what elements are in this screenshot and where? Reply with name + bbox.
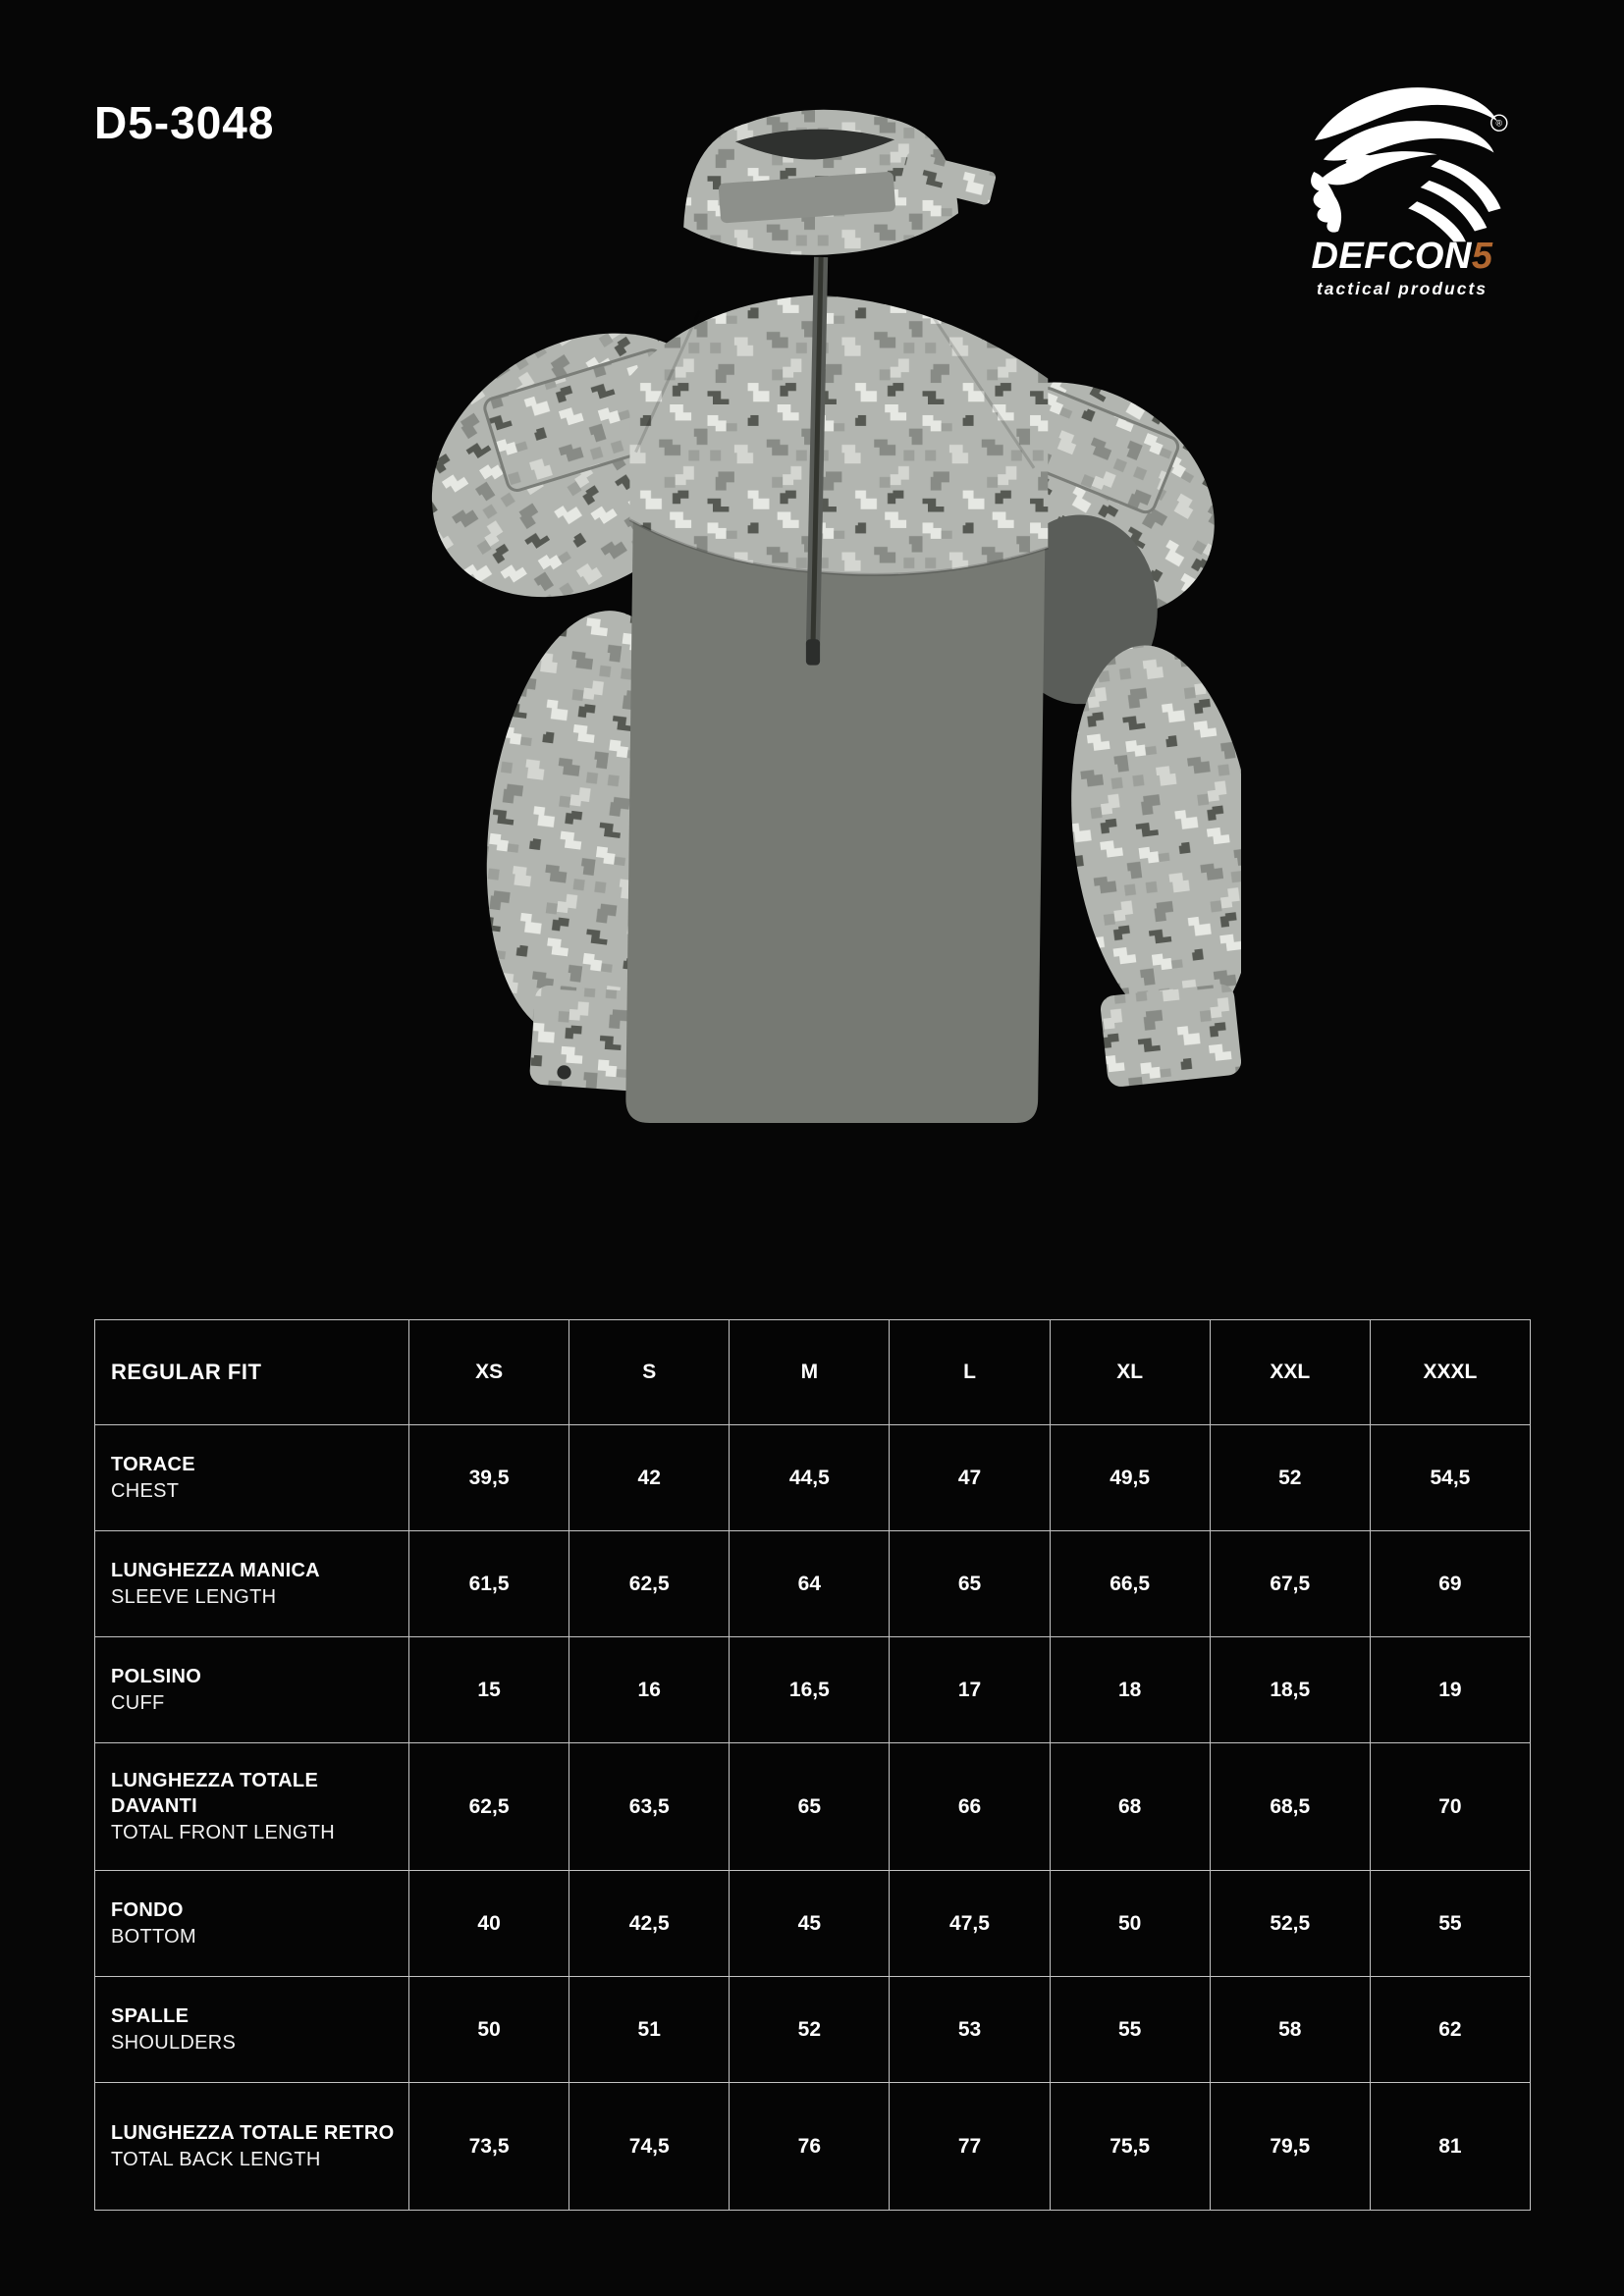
measurement-label-english: CHEST xyxy=(111,1479,180,1502)
fit-label: REGULAR FIT xyxy=(95,1320,409,1425)
measurement-value: 68 xyxy=(1050,1743,1210,1871)
size-table-head xyxy=(95,1320,1531,1425)
measurement-value: 66,5 xyxy=(1050,1531,1210,1637)
shirt-collar xyxy=(683,110,997,255)
measurement-label-english: CUFF xyxy=(111,1691,165,1714)
measurement-value: 47 xyxy=(890,1425,1050,1531)
measurement-value: 62 xyxy=(1370,1977,1530,2083)
size-table-row xyxy=(95,1531,1531,1637)
logo-brand-number: 5 xyxy=(1471,236,1493,277)
measurement-value: 67,5 xyxy=(1210,1531,1370,1637)
measurement-value: 66 xyxy=(890,1743,1050,1871)
size-table-row xyxy=(95,2083,1531,2211)
measurement-value: 19 xyxy=(1370,1637,1530,1743)
size-column-header: XL xyxy=(1050,1320,1210,1425)
size-table-row xyxy=(95,1977,1531,2083)
measurement-value: 18,5 xyxy=(1210,1637,1370,1743)
measurement-label-english: SHOULDERS xyxy=(111,2031,237,2054)
eagle-head-icon xyxy=(1284,69,1520,243)
measurement-value: 52,5 xyxy=(1210,1871,1370,1977)
measurement-label-english: TOTAL FRONT LENGTH xyxy=(111,1821,336,1843)
measurement-value: 65 xyxy=(730,1743,890,1871)
size-table-row xyxy=(95,1743,1531,1871)
measurement-label-english: SLEEVE LENGTH xyxy=(111,1585,277,1608)
measurement-value: 79,5 xyxy=(1210,2083,1370,2211)
measurement-label-italian: LUNGHEZZA MANICA xyxy=(111,1560,320,1582)
registered-mark: ® xyxy=(1495,118,1503,129)
measurement-value: 18 xyxy=(1050,1637,1210,1743)
brand-logo xyxy=(1265,69,1540,299)
measurement-value: 55 xyxy=(1370,1871,1530,1977)
measurement-value: 42 xyxy=(569,1425,730,1531)
measurement-value: 75,5 xyxy=(1050,2083,1210,2211)
measurement-label xyxy=(95,1531,409,1637)
measurement-value: 68,5 xyxy=(1210,1743,1370,1871)
size-column-header: M xyxy=(730,1320,890,1425)
measurement-value: 42,5 xyxy=(569,1871,730,1977)
measurement-value: 49,5 xyxy=(1050,1425,1210,1531)
size-column-header: XXL xyxy=(1210,1320,1370,1425)
measurement-value: 73,5 xyxy=(409,2083,569,2211)
page-title: D5-3048 xyxy=(94,97,275,148)
measurement-value: 70 xyxy=(1370,1743,1530,1871)
measurement-value: 16,5 xyxy=(730,1637,890,1743)
logo-wordmark xyxy=(1265,238,1540,276)
measurement-label xyxy=(95,1425,409,1531)
size-table-row xyxy=(95,1425,1531,1531)
measurement-label xyxy=(95,1637,409,1743)
measurement-value: 77 xyxy=(890,2083,1050,2211)
measurement-value: 61,5 xyxy=(409,1531,569,1637)
measurement-label-italian: FONDO xyxy=(111,1899,184,1922)
size-table-body xyxy=(95,1425,1531,2211)
measurement-value: 64 xyxy=(730,1531,890,1637)
size-column-header: L xyxy=(890,1320,1050,1425)
measurement-value: 52 xyxy=(730,1977,890,2083)
measurement-value: 74,5 xyxy=(569,2083,730,2211)
shirt-yoke xyxy=(629,294,1048,574)
size-column-header: XS xyxy=(409,1320,569,1425)
measurement-value: 62,5 xyxy=(409,1743,569,1871)
measurement-value: 50 xyxy=(1050,1871,1210,1977)
measurement-value: 45 xyxy=(730,1871,890,1977)
measurement-label-italian: LUNGHEZZA TOTALE RETRO xyxy=(111,2122,395,2145)
measurement-label-english: TOTAL BACK LENGTH xyxy=(111,2148,321,2170)
measurement-label-italian: POLSINO xyxy=(111,1666,202,1688)
size-table xyxy=(94,1319,1531,2211)
measurement-value: 44,5 xyxy=(730,1425,890,1531)
product-photo-combat-shirt xyxy=(385,80,1241,1158)
size-table-row xyxy=(95,1637,1531,1743)
measurement-value: 58 xyxy=(1210,1977,1370,2083)
measurement-value: 53 xyxy=(890,1977,1050,2083)
size-table-row xyxy=(95,1871,1531,1977)
measurement-value: 54,5 xyxy=(1370,1425,1530,1531)
measurement-value: 50 xyxy=(409,1977,569,2083)
measurement-label-italian: SPALLE xyxy=(111,2005,189,2028)
measurement-value: 63,5 xyxy=(569,1743,730,1871)
measurement-label xyxy=(95,1743,409,1871)
size-table-header-row xyxy=(95,1320,1531,1425)
measurement-value: 52 xyxy=(1210,1425,1370,1531)
measurement-value: 47,5 xyxy=(890,1871,1050,1977)
measurement-value: 55 xyxy=(1050,1977,1210,2083)
logo-brand-text: DEFCON xyxy=(1311,236,1472,277)
measurement-value: 51 xyxy=(569,1977,730,2083)
measurement-value: 69 xyxy=(1370,1531,1530,1637)
measurement-label-italian: TORACE xyxy=(111,1454,195,1476)
measurement-label xyxy=(95,1871,409,1977)
measurement-value: 17 xyxy=(890,1637,1050,1743)
measurement-value: 65 xyxy=(890,1531,1050,1637)
measurement-label-english: BOTTOM xyxy=(111,1925,196,1948)
measurement-value: 62,5 xyxy=(569,1531,730,1637)
measurement-value: 16 xyxy=(569,1637,730,1743)
logo-tagline: tactical products xyxy=(1316,278,1489,298)
measurement-value: 81 xyxy=(1370,2083,1530,2211)
measurement-value: 40 xyxy=(409,1871,569,1977)
measurement-label xyxy=(95,2083,409,2211)
measurement-label xyxy=(95,1977,409,2083)
measurement-label-italian: LUNGHEZZA TOTALE DAVANTI xyxy=(111,1769,319,1818)
measurement-value: 15 xyxy=(409,1637,569,1743)
size-column-header: S xyxy=(569,1320,730,1425)
size-column-header: XXXL xyxy=(1370,1320,1530,1425)
measurement-value: 39,5 xyxy=(409,1425,569,1531)
measurement-value: 76 xyxy=(730,2083,890,2211)
